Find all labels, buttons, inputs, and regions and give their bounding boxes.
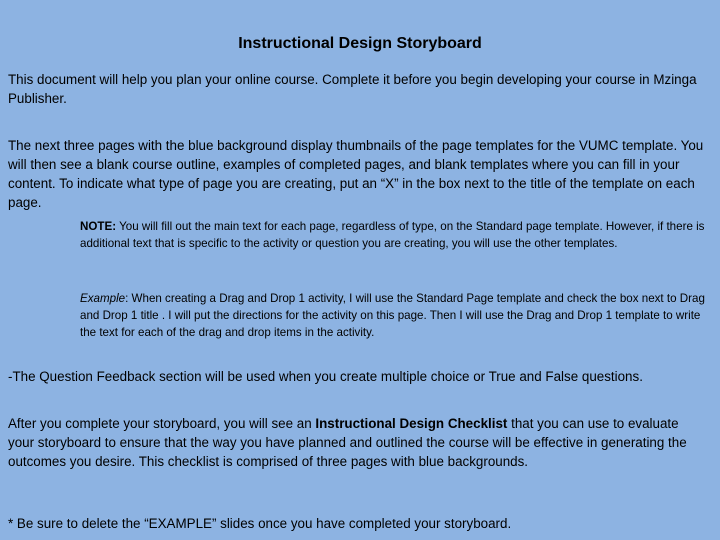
slide-title: Instructional Design Storyboard [238, 35, 482, 52]
delete-examples-paragraph: * Be sure to delete the “EXAMPLE” slides once you have completed your storyboard. [8, 516, 512, 531]
question-feedback-paragraph: -The Question Feedback section will be used when you create multiple choice or True and False questions. [8, 369, 643, 384]
note-label: NOTE: [80, 220, 117, 233]
intro-paragraph: This document will help you plan your online course. Complete it before you begin developing your course in Mzinga Publisher. [8, 72, 697, 106]
example-label: Example [80, 292, 126, 305]
note-text: You will fill out the main text for each page, regardless of type, on the Standard page template. However, if there is additional text that is specific to the activity or question you are creating, you will use the other templates. [80, 220, 705, 250]
checklist-paragraph [8, 414, 708, 471]
note-paragraph [80, 218, 708, 252]
checklist-text-after: that you can use to evaluate your storyboard to ensure that the way you have planned and outlined the course will be effective in generating the outcomes you desire. This checklist is comprised of three pages with blue backgrounds. [8, 416, 687, 469]
example-paragraph [80, 290, 708, 341]
templates-paragraph: The next three pages with the blue background display thumbnails of the page templates for the VUMC template. You will then see a blank course outline, examples of completed pages, and blank templates where you can fill in your content. To indicate what type of page you are creating, put an “X” in the box next to the title of the template on each page. [8, 138, 704, 210]
checklist-name: Instructional Design Checklist [315, 416, 508, 431]
checklist-text-before: After you complete your storyboard, you will see an [8, 416, 316, 431]
example-text: : When creating a Drag and Drop 1 activity, I will use the Standard Page template and check the box next to Drag and Drop 1 title . I will put the directions for the activity on this page. Then I will use the Drag and Drop 1 template to write the text for each of the drag and drop items in the activity. [80, 292, 705, 339]
